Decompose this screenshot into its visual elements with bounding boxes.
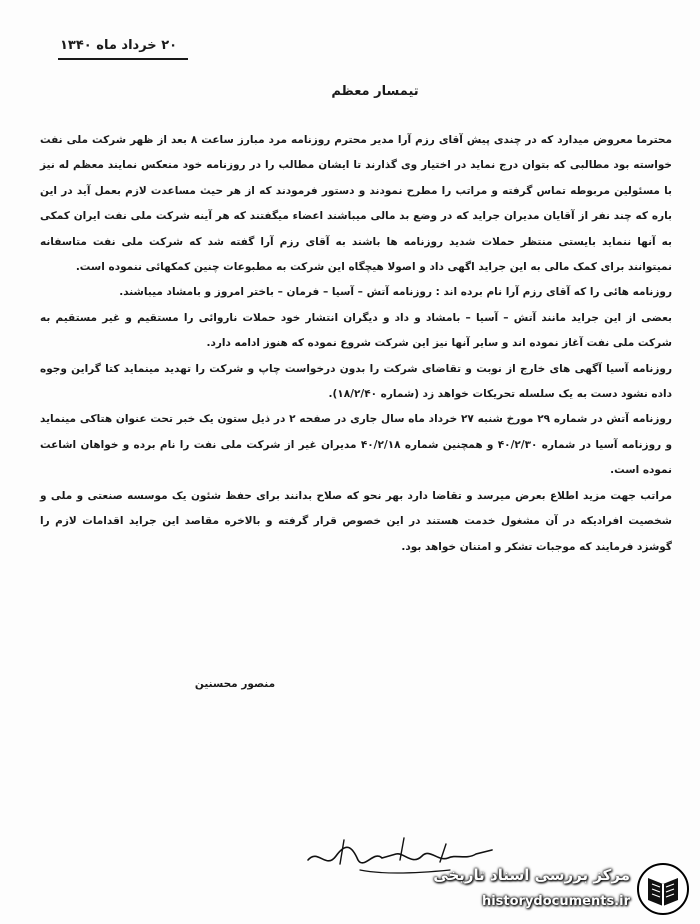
letter-body [40,128,672,560]
paragraph-6: مراتب جهت مزید اطلاع بعرض میرسد و تقاضا دارد بهر نحو که صلاح بدانند برای حفظ شئون یک موسسه صنعتی و ملی و شخصیت افرادیکه در آن مشغول خدمت هستند در این خصوص قرار گرفته و بالاخره مقاصد این جراید اقدامات لازم را گوشزد فرمایند که موجبات تشکر و امتنان خواهد بود. [40,489,672,553]
book-logo-icon [636,862,690,916]
archive-watermark [418,856,700,924]
signer-name: منصور محسنین [194,678,276,690]
watermark-title: مرکز بررسی اسناد تاریخی [433,866,630,884]
paragraph-4: روزنامه آسیا آگهی های خارج از نوبت و تقاضای شرکت را بدون درخواست چاپ و شرکت را تهدید مینماید کتا گراین وجوه داده نشود دست به یک سلسله تحریکات خواهد زد (شماره ۱۸/۲/۴۰). [40,362,672,401]
paragraph-3: بعضی از این جراید مانند آتش – آسیا – بامشاد و داد و دیگران انتشار خود حملات ناروائی را مستقیم و غیر مستقیم به شرکت ملی نفت آغاز نموده اند و سایر آنها نیز این شرکت شروع نموده که هنوز ادامه دارد. [40,311,672,350]
date-underline [58,58,188,60]
paragraph-1: محترما معروض میدارد که در چندی پیش آقای رزم آرا مدیر محترم روزنامه مرد مبارز ساعت ۸ بعد از ظهر شرکت ملی نفت خواسته بود مطالبی که بتوان درج نماید در اختیار وی گذارند تا ایشان مطالب را در روزنامه خود منعکس نمایند معظم له نیز با مسئولین مربوطه تماس گرفته و مراتب را مطرح نمودند و دستور فرمودند که از هر حیث مساعدت لازم بعمل آید در این باره که چند نفر از آقایان مدیران جراید که در وضع بد مالی میباشند اعضاء میگفتند که هر آینه شرکت ملی نفت ایران کمکی به آنها ننماید بایستی منتظر حملات شدید روزنامه ها باشند به آقای رزم آرا گفته شد که شرکت ملی نفت متاسفانه نمیتوانند برای کمک مالی به این جراید اگهی داد و اصولا هیچگاه این شرکت به مطبوعات چنین کمکهائی ننموده است. [40,134,672,274]
document-heading: تیمسار معظم [331,84,419,99]
paragraph-2: روزنامه هائی را که آقای رزم آرا نام برده اند : روزنامه آتش – آسیا – فرمان – باختر امروز و بامشاد میباشند. [119,286,672,299]
paragraph-5: روزنامه آتش در شماره ۲۹ مورخ شنبه ۲۷ خرداد ماه سال جاری در صفحه ۲ در ذیل ستون یک خبر تحت عنوان هتاکی مینماید و روزنامه آسیا در شماره ۴۰/۲/۳۰ و همچنین شماره ۴۰/۲/۱۸ مدیران غیر از شرکت ملی نفت را نام برده و خواهان اشاعت نموده است. [40,413,673,477]
watermark-url: historydocuments.ir [481,894,630,909]
document-date: ۲۰ خرداد ماه ۱۳۴۰ [60,38,178,53]
